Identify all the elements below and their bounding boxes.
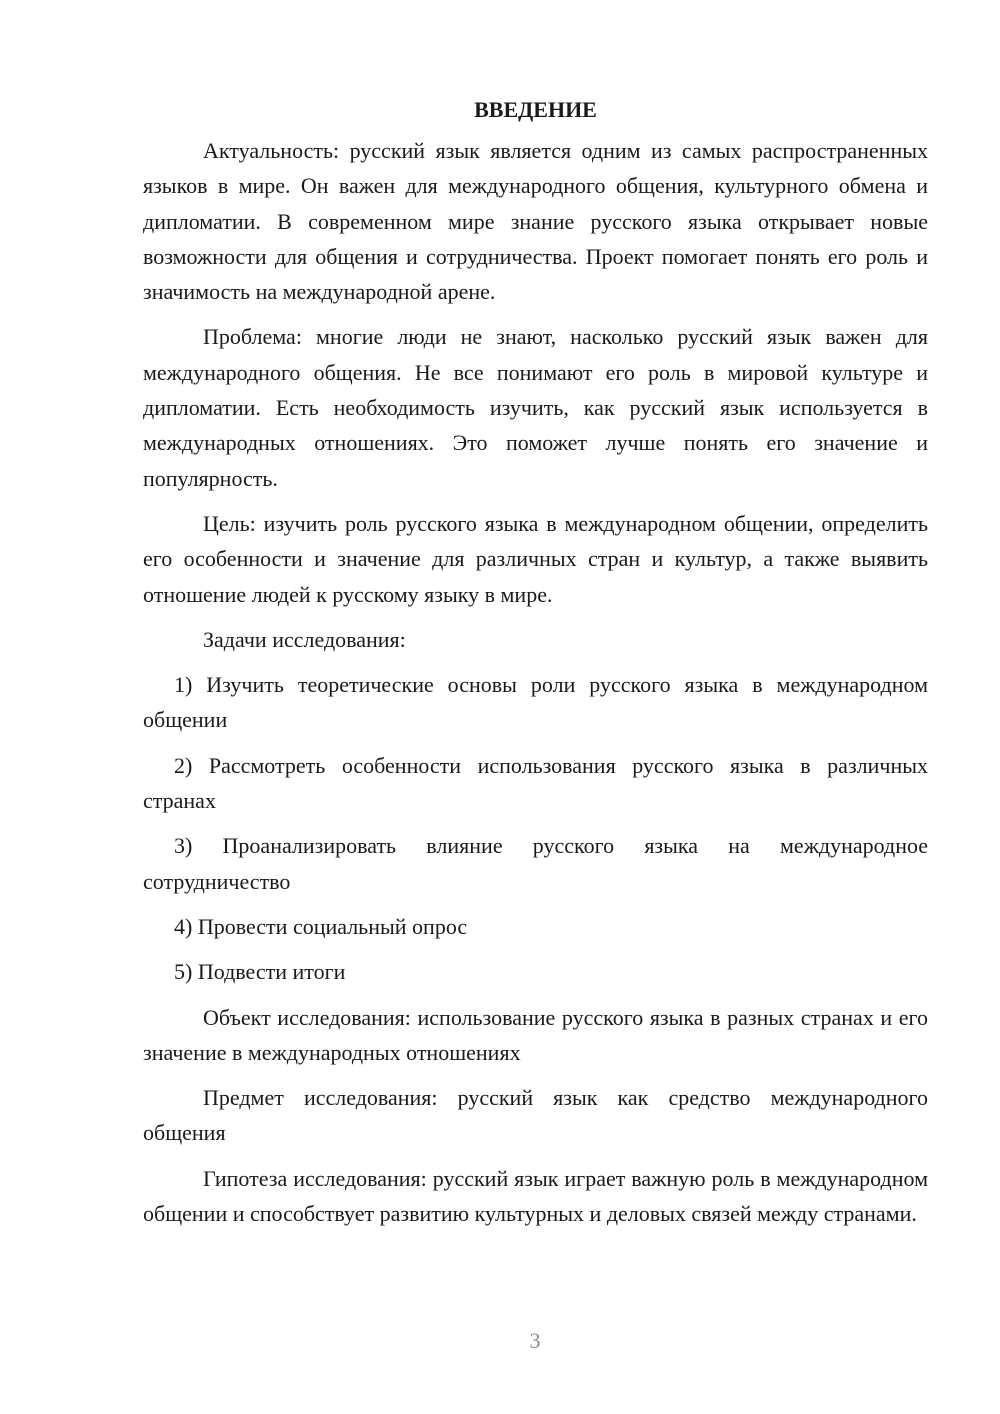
goal-paragraph: Цель: изучить роль русского языка в международном общении, определить его особенности и значение для различных стран и культур, а также выявить отношение людей к русскому языку в мире.: [143, 510, 928, 607]
task-item-5: 5) Подвести итоги: [174, 959, 346, 985]
task-item-2: 2) Рассмотреть особенности использования русского языка в различных странах: [143, 752, 928, 814]
relevance-paragraph: Актуальность: русский язык является одним из самых распространенных языков в мире. Он важен для международного общения, культурного обмена и дипломатии. В современном мире знание русского языка открывает новые возможности для общения и сотрудничества. Проект помогает понять его роль и значимость на международной арене.: [143, 138, 928, 305]
page-title: ВВЕДЕНИЕ: [474, 97, 597, 122]
problem-paragraph: Проблема: многие люди не знают, насколько русский язык важен для международного общения. Не все понимают его роль в мировой культуре и дипломатии. Есть необходимость изучить, как русский язык используется в международных отношениях. Это поможет лучше понять его значение и популярность.: [143, 324, 928, 491]
tasks-heading: Задачи исследования:: [203, 626, 406, 652]
hypothesis-paragraph: Гипотеза исследования: русский язык играет важную роль в международном общении и способствует развитию культурных и деловых связей между странами.: [143, 1165, 928, 1227]
page-number: 3: [529, 1328, 541, 1353]
object-paragraph: Объект исследования: использование русского языка в разных странах и его значение в международных отношениях: [143, 1004, 928, 1065]
task-item-4: 4) Провести социальный опрос: [174, 913, 468, 939]
subject-paragraph: Предмет исследования: русский язык как средство международного общения: [143, 1085, 928, 1146]
task-item-3: 3) Проанализировать влияние русского языка на международное сотрудничество: [143, 833, 928, 894]
task-item-1: 1) Изучить теоретические основы роли русского языка в международном общении: [143, 672, 928, 733]
document-page: [143, 92, 928, 1231]
